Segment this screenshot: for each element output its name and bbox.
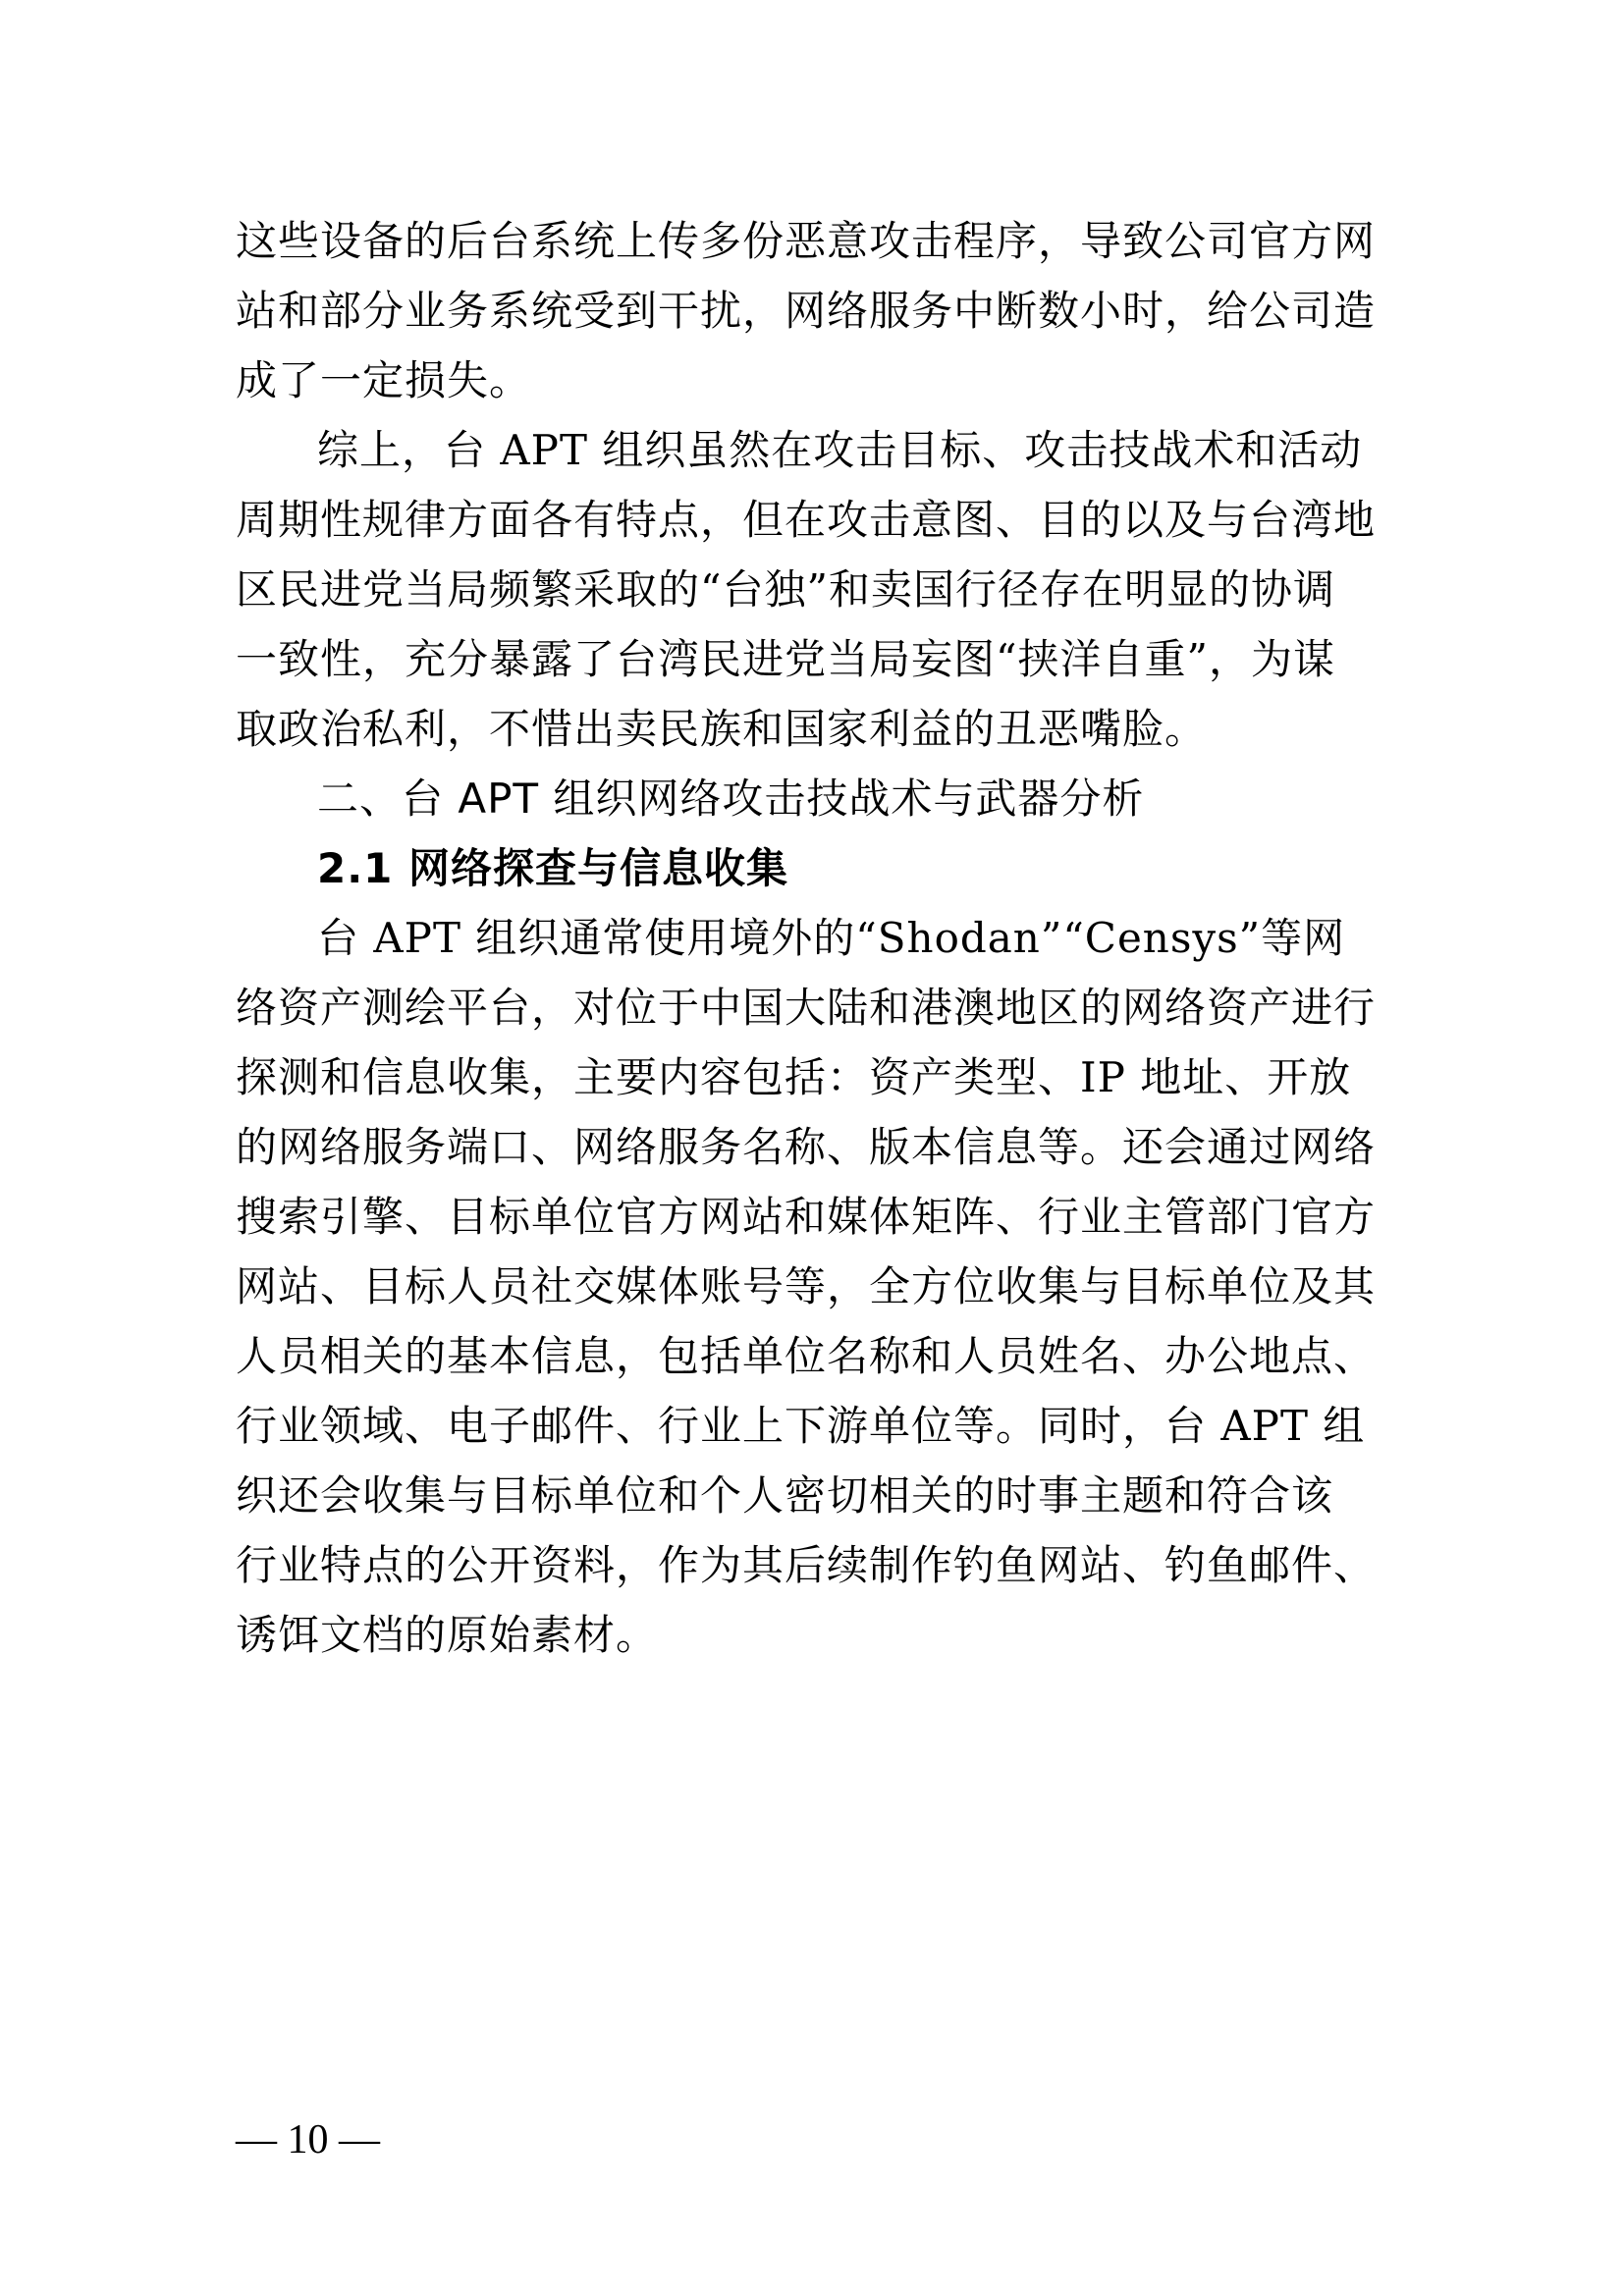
body-text-line: 探测和信息收集，主要内容包括：资产类型、IP 地址、开放: [236, 1053, 1352, 1101]
body-text-line: 搜索引擎、目标单位官方网站和媒体矩阵、行业主管部门官方: [236, 1193, 1377, 1241]
body-text-line: 行业领域、电子邮件、行业上下游单位等。同时，台 APT 组: [236, 1402, 1366, 1450]
body-text-line: 络资产测绘平台，对位于中国大陆和港澳地区的网络资产进行: [236, 984, 1377, 1032]
body-text-line: 区民进党当局频繁采取的“台独”和卖国行径存在明显的协调: [236, 565, 1335, 614]
body-text-line: 综上，台 APT 组织虽然在攻击目标、攻击技战术和活动: [317, 426, 1363, 474]
body-text-line: 周期性规律方面各有特点，但在攻击意图、目的以及与台湾地: [236, 496, 1377, 544]
body-text-line: 网站、目标人员社交媒体账号等，全方位收集与目标单位及其: [236, 1262, 1377, 1310]
subsection-heading: 2.1 网络探查与信息收集: [317, 844, 789, 892]
body-text-line: 人员相关的基本信息，包括单位名称和人员姓名、办公地点、: [236, 1332, 1377, 1380]
body-text-line: 取政治私利，不惜出卖民族和国家利益的丑恶嘴脸。: [236, 705, 1208, 753]
body-text-line: 站和部分业务系统受到干扰，网络服务中断数小时，给公司造: [236, 287, 1377, 335]
body-text-line: 织还会收集与目标单位和个人密切相关的时事主题和符合该: [236, 1471, 1334, 1520]
body-text-line: 的网络服务端口、网络服务名称、版本信息等。还会通过网络: [236, 1123, 1377, 1171]
body-text-line: 这些设备的后台系统上传多份恶意攻击程序，导致公司官方网: [236, 217, 1377, 265]
body-text-line: 诱饵文档的原始素材。: [236, 1611, 659, 1659]
body-text-line: 台 APT 组织通常使用境外的“Shodan”“Censys”等网: [317, 914, 1346, 962]
page-number: — 10 —: [236, 2117, 380, 2163]
section-heading: 二、台 APT 组织网络攻击技战术与武器分析: [317, 774, 1145, 823]
body-text-line: 行业特点的公开资料，作为其后续制作钓鱼网站、钓鱼邮件、: [236, 1541, 1377, 1589]
body-text-line: 成了一定损失。: [236, 356, 532, 404]
body-text-line: 一致性，充分暴露了台湾民进党当局妄图“挟洋自重”，为谋: [236, 635, 1335, 683]
